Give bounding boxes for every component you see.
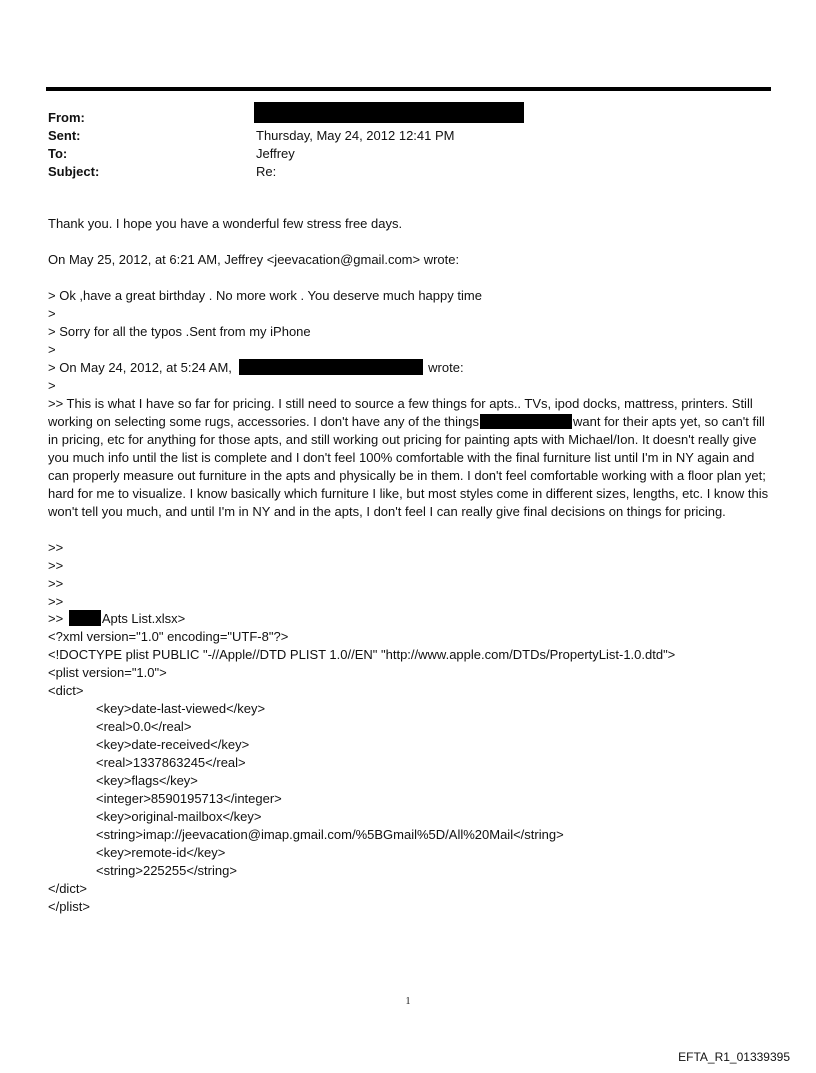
plist-line: <string>imap://jeevacation@imap.gmail.com/%5BGmail%5D/All%20Mail</string> xyxy=(96,827,564,842)
plist-line: <key>flags</key> xyxy=(96,773,198,788)
quoted-line: >> xyxy=(48,540,64,555)
quoted-line: > xyxy=(48,342,56,357)
quoted-line: >> xyxy=(48,558,64,573)
quoted-line: > Sorry for all the typos .Sent from my iPhone xyxy=(48,324,311,339)
plist-line: <key>original-mailbox</key> xyxy=(96,809,262,824)
reply-line: Thank you. I hope you have a wonderful few stress free days. xyxy=(48,216,403,231)
plist-line: <key>date-received</key> xyxy=(96,737,250,752)
redacted-attachment-name xyxy=(69,610,101,626)
quoted-line: > xyxy=(48,378,56,393)
plist-line: <integer>8590195713</integer> xyxy=(96,791,282,806)
plist-line: <real>1337863245</real> xyxy=(96,755,246,770)
attachment-name: Apts List.xlsx> xyxy=(101,611,186,626)
plist-line: <real>0.0</real> xyxy=(96,719,192,734)
to-label: To: xyxy=(48,146,68,161)
sent-label: Sent: xyxy=(48,128,81,143)
plist-block xyxy=(48,628,675,916)
plist-line: </dict> xyxy=(48,881,88,896)
nested-attribution xyxy=(48,359,464,377)
subject-label: Subject: xyxy=(48,164,100,179)
redacted-text xyxy=(480,414,572,429)
attachment-line xyxy=(48,610,185,628)
plist-line: <?xml version="1.0" encoding="UTF-8"?> xyxy=(48,629,289,644)
quoted-line: > Ok ,have a great birthday . No more work . You deserve much happy time xyxy=(48,288,482,303)
plist-line: <dict> xyxy=(48,683,84,698)
quoted-paragraph xyxy=(48,395,770,521)
plist-line: <plist version="1.0"> xyxy=(48,665,167,680)
redacted-sender xyxy=(254,102,524,123)
plist-line: <!DOCTYPE plist PUBLIC "-//Apple//DTD PLIST 1.0//EN" "http://www.apple.com/DTDs/PropertyList-1.0.dtd"> xyxy=(48,647,676,662)
paragraph-text-b: want for their apts yet, so can't fill in pricing, etc for anything for those apts, and still working out pricing for painting apts with Michael/Ion. It doesn't really give you much info until the list is complete and I don't feel 100% comfortable with the final furniture list until I'm in NY again and can properly measure out furniture in the apts and physically be in them. I don't feel comfortable working with a floor plan yet; hard for me to visualize. I know basically which furniture I like, but most styles come in different sizes, lengths, etc. I know this won't tell you much, and until I'm in NY and in the apts, I don't feel I can really give final decisions on things for pricing. xyxy=(48,414,769,519)
subject-value: Re: xyxy=(256,164,277,179)
attribution-prefix: > On May 24, 2012, at 5:24 AM, xyxy=(48,360,232,375)
plist-line: <string>225255</string> xyxy=(96,863,237,878)
from-label: From: xyxy=(48,110,85,125)
plist-line: <key>remote-id</key> xyxy=(96,845,226,860)
redacted-name xyxy=(239,359,423,375)
quote-attribution: On May 25, 2012, at 6:21 AM, Jeffrey <jeevacation@gmail.com> wrote: xyxy=(48,252,460,267)
plist-line: </plist> xyxy=(48,899,90,914)
attribution-suffix: wrote: xyxy=(428,360,464,375)
sent-value: Thursday, May 24, 2012 12:41 PM xyxy=(256,128,455,143)
attachment-prefix: >> xyxy=(48,611,64,626)
plist-line: <key>date-last-viewed</key> xyxy=(96,701,266,716)
quoted-line: >> xyxy=(48,594,64,609)
bates-number: EFTA_R1_01339395 xyxy=(678,1050,790,1064)
quoted-line: > xyxy=(48,306,56,321)
quoted-line: >> xyxy=(48,576,64,591)
to-value: Jeffrey xyxy=(256,146,295,161)
paragraph-text-a: >> This is what I have so far for pricing. I still need to source a few things for apts.. TVs, ipod docks, mattress, printers. Still working on selecting some rugs, accessories. I don't have any of the things xyxy=(48,396,753,429)
header-rule xyxy=(46,87,771,91)
page-number: 1 xyxy=(405,996,411,1007)
